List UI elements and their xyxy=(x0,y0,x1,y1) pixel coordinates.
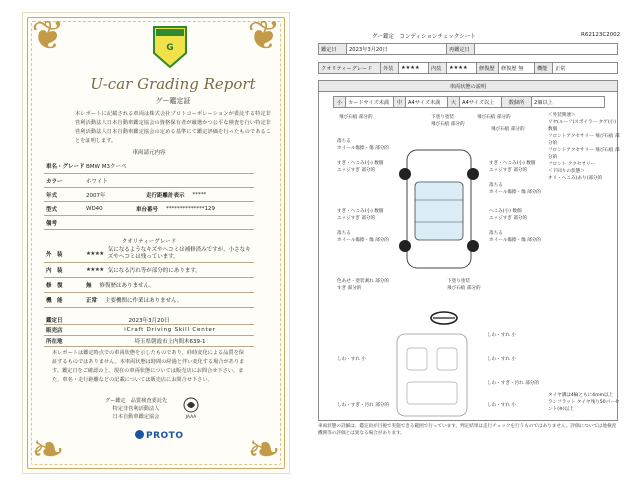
damage-label: しわ・すれ 小 xyxy=(337,357,367,362)
ornament-icon: ❦ xyxy=(247,13,281,59)
interior-stars: ★★★★ xyxy=(86,267,104,273)
color-row: カラー ホワイト xyxy=(44,174,254,188)
damage-label: 下塗り塗装 飛び石痕 部分的 xyxy=(447,279,481,291)
size-legend: 小 カードサイズ未満 中 A4サイズ未満 大 A4サイズ以上 数個所 2個以上 xyxy=(333,96,605,108)
jaaa-logo xyxy=(180,397,202,419)
year-row: 年式 2007年 走行距離計表示 ***** xyxy=(44,188,254,202)
ornament-icon: ❧ xyxy=(247,427,281,473)
damage-label: すぎ・へこみ(小) 数個 エッジすぎ 部分的 xyxy=(489,161,536,173)
date-row: 鑑定日 xyxy=(44,316,254,325)
proto-logo: PROTO xyxy=(135,430,183,441)
vehicle-section-heading: 車両請元内容 xyxy=(132,150,166,156)
address-row: 所在地 埼玉県朝霞市上内間木639-1 xyxy=(44,336,254,347)
notice-text: 本レポートは鑑定時点での車両状態を示したものであり、経時変化による品質を保証するものではありません。本車両状態は時間の経過と伴い変化する場合があります。鑑定日をご確認の上、現在の車両状態については販売店にお問合せ下さい。また、車名・走行距離などの記載については販売店にお問合せ下さい。 xyxy=(52,350,245,383)
damage-label: 下塗り塗装 飛び石痕 部分的 xyxy=(431,115,465,127)
goo-kantei-logo xyxy=(150,25,190,69)
repair-row: 修 復 無 修復歴はありません。 xyxy=(44,278,254,293)
proto-mark-icon xyxy=(135,430,144,439)
damage-label: すぎ・へこみ(小) 数個 エッジすぎ 部分的 xyxy=(337,209,384,221)
vehicle-name-row: 車名・グレード BMW M3クーペ xyxy=(44,158,254,174)
damage-label: 飛び石痕 部分的 xyxy=(477,115,511,120)
shop-row: 販売店 iCraft Driving Skill Center xyxy=(44,325,254,336)
damage-label: しわ・すぎ・汚れ 部分的 xyxy=(487,381,539,386)
damage-label: 色あせ・塗装剥れ 部分的 すぎ 部分的 xyxy=(337,279,389,291)
report-title: U-car Grading Report xyxy=(90,75,256,93)
date-table: 鑑定日 2023年3月20日 再鑑定日 xyxy=(318,43,618,55)
damage-label: 飛び石痕 部分的 xyxy=(339,115,373,120)
damage-label: 落ちる ホイール傷擦・傷 部分的 xyxy=(337,139,389,151)
car-top-view xyxy=(379,142,499,277)
footer-org: グー鑑定 品質検査委託先 特定非営利活動法人 日本自動車鑑定協会 xyxy=(104,398,168,420)
exterior-stars: ★★★★ xyxy=(86,251,104,257)
exterior-notes: ＜外装関連＞ リヤ(ルーフ)スポイラー タゲ(小) 数個 フロントアクセサリー 飛び石痕 部分的 フロントアクセサリー 飛び石痕 部分的 フロント アクセサリー ＜下回りの状態＞ オリ・へこみ(あり)部分的 xyxy=(548,113,620,181)
svg-text:G: G xyxy=(166,43,174,53)
state-title-table: 車両状態の説明 xyxy=(318,80,618,92)
damage-label: 落ちる ホイール傷擦・傷 部分的 xyxy=(489,231,541,243)
damage-label: 落ちる ホイール傷擦・傷 部分的 xyxy=(337,231,389,243)
remarks-row: 備考 xyxy=(44,216,254,230)
svg-text:JAAA: JAAA xyxy=(185,415,197,419)
exterior-row: 外 装 ★★★★ 気になるようなキズやヘコミは補修済みですが、小さなキズやヘコミは残っています。 xyxy=(44,246,254,263)
damage-label: すぎ・へこみ(小) 数個 エッジすぎ 部分的 xyxy=(337,161,384,173)
damage-label: しわ・すれ 小 xyxy=(487,333,517,338)
car-interior-view xyxy=(377,330,487,420)
steering-wheel-icon xyxy=(429,310,459,326)
quality-section-heading: クオリティーグレード xyxy=(121,239,177,245)
ornament-icon: ❦ xyxy=(31,13,65,59)
report-subtitle: グー鑑定証 xyxy=(155,97,191,105)
disclaimer-text: 車両状態の詳細は、鑑定員が目視で実施できる範囲で行っています。判定結果は走行チェックを行うものではありません。評価については他検査機関等の評価とは異なる場合があります。 xyxy=(318,424,617,436)
quality-table: クオリティーグレード 外装 ★★★★ 内装 ★★★★ 修復歴 修復歴 無 機能 正常 xyxy=(318,62,618,74)
damage-label: 落ちる ホイール傷擦・傷 部分的 xyxy=(489,183,541,195)
sheet-code: R62123C2002 xyxy=(581,32,621,38)
function-row: 機 能 正常 主要機関に作業はありません。 xyxy=(44,293,254,308)
interior-row: 内 装 ★★★★ 気になる汚れ等が部分的にあります。 xyxy=(44,263,254,278)
tire-note: タイヤ溝は4輪ともに4mm以上 ランフラット タイヤ残り50パーセント(※)以上 xyxy=(548,393,620,412)
date-value-row: 2023年3月20日 xyxy=(128,317,170,324)
intro-text: 本レポートに記載される車両は株式会社プロトコーポレーションが委託する特定非営利活動法人日本自動車鑑定協会の資格保有者が厳選かつ公平な検査を行い特定非営利活動法人日本自動車鑑定協会の定める基準にて鑑定評価を行ったものであることを証明します。 xyxy=(75,111,271,144)
damage-label: しわ・すれ 小 xyxy=(487,403,517,408)
check-sheet-title: グー鑑定 コンディションチェックシート xyxy=(372,34,476,40)
damage-label: へこみ(小) 数個 エッジすぎ 部分的 xyxy=(489,209,528,221)
damage-label: しわ・すぎ・汚れ 部分的 xyxy=(337,403,389,408)
ornament-icon: ❧ xyxy=(31,427,65,473)
model-row: 型式 WD40 車台番号 **************129 xyxy=(44,202,254,216)
damage-label: 飛び石痕 部分的 xyxy=(491,127,525,132)
damage-label: しわ・すれ 小 xyxy=(487,357,517,362)
